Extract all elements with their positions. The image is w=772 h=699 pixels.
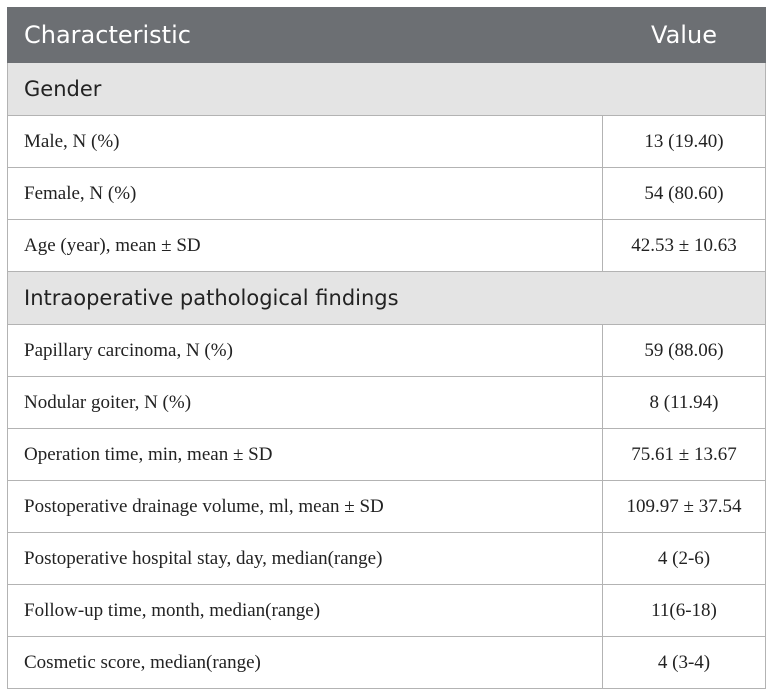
row-value: 11(6-18) [603, 585, 766, 637]
table-row [8, 481, 766, 533]
section-title: Intraoperative pathological findings [8, 272, 766, 325]
row-value: 54 (80.60) [603, 168, 766, 220]
header-value: Value [603, 8, 766, 63]
section-title: Gender [8, 63, 766, 116]
section-row-pathological-findings [8, 272, 766, 325]
row-label: Male, N (%) [8, 116, 603, 168]
row-label: Cosmetic score, median(range) [8, 637, 603, 689]
row-value: 59 (88.06) [603, 325, 766, 377]
row-label: Nodular goiter, N (%) [8, 377, 603, 429]
characteristics-table [7, 7, 766, 689]
row-label: Female, N (%) [8, 168, 603, 220]
row-value: 42.53 ± 10.63 [603, 220, 766, 272]
header-characteristic: Characteristic [8, 8, 603, 63]
row-value: 8 (11.94) [603, 377, 766, 429]
row-label: Postoperative hospital stay, day, median(range) [8, 533, 603, 585]
table-row [8, 325, 766, 377]
row-value: 75.61 ± 13.67 [603, 429, 766, 481]
section-row-gender [8, 63, 766, 116]
table-row [8, 168, 766, 220]
row-label: Papillary carcinoma, N (%) [8, 325, 603, 377]
table-row [8, 533, 766, 585]
table-row [8, 377, 766, 429]
row-label: Operation time, min, mean ± SD [8, 429, 603, 481]
row-value: 109.97 ± 37.54 [603, 481, 766, 533]
row-label: Age (year), mean ± SD [8, 220, 603, 272]
table-row [8, 585, 766, 637]
table-header-row [8, 8, 766, 63]
row-value: 4 (2-6) [603, 533, 766, 585]
row-label: Follow-up time, month, median(range) [8, 585, 603, 637]
row-value: 13 (19.40) [603, 116, 766, 168]
table-row [8, 429, 766, 481]
table-row [8, 116, 766, 168]
table-row [8, 637, 766, 689]
row-label: Postoperative drainage volume, ml, mean ± SD [8, 481, 603, 533]
table-row [8, 220, 766, 272]
row-value: 4 (3-4) [603, 637, 766, 689]
